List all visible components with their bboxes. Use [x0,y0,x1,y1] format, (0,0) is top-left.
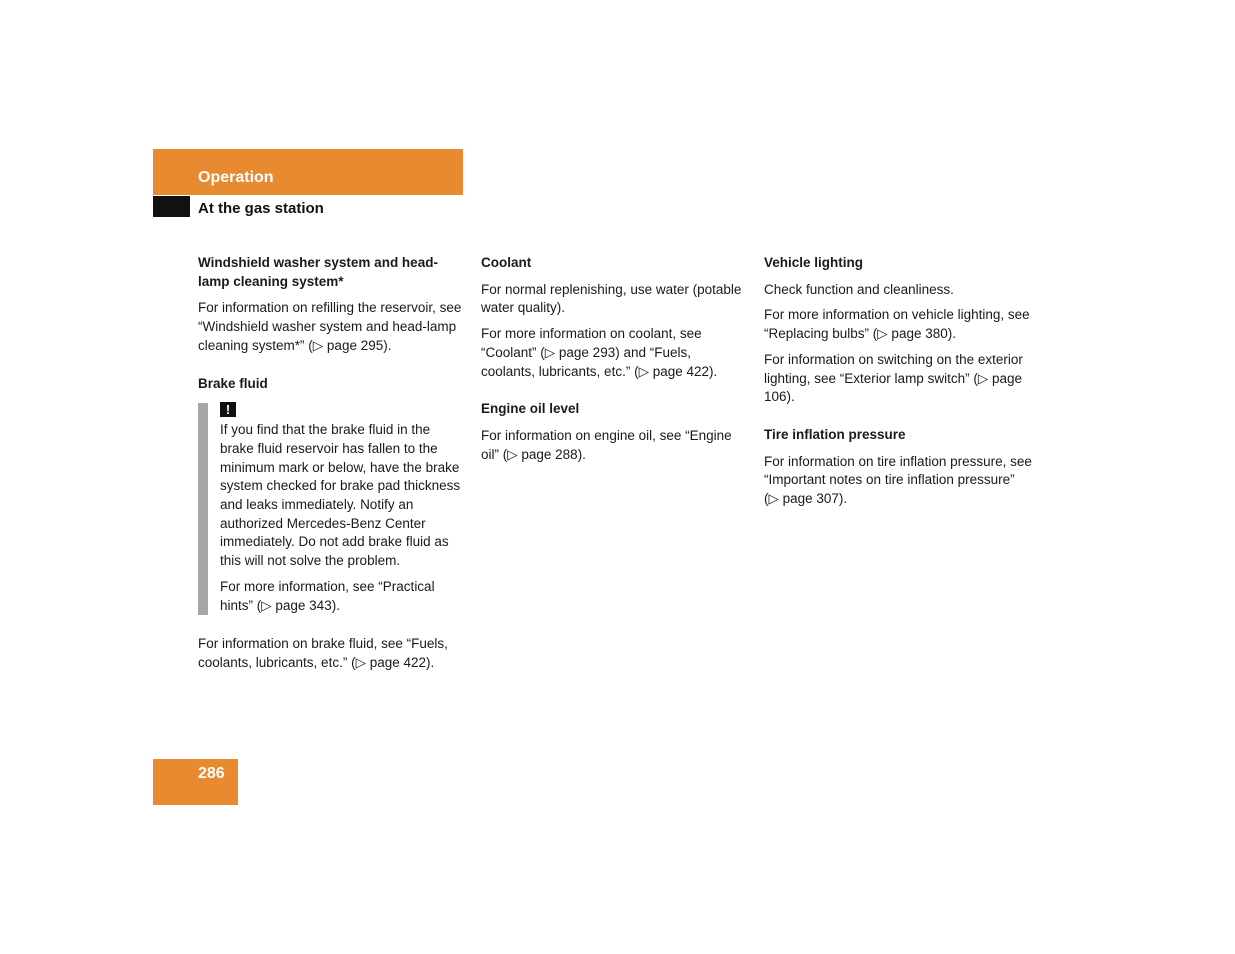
warning-bar [198,403,208,615]
paragraph: For information on brake fluid, see “Fuels, coolants, lubricants, etc.” (▷ page 422). [198,636,448,670]
column-1 [198,254,464,680]
page-number-tab [153,759,238,805]
heading-brake-fluid: Brake fluid [198,375,268,391]
page-number: 286 [198,765,225,782]
paragraph: For information on tire inflation pressure, see “Important notes on tire inflation pressure” (▷ page 307). [764,453,1032,507]
section-title: Operation [198,169,274,186]
warning-paragraph: If you find that the brake fluid in the brake fluid reservoir has fallen to the minimum mark or below, have the brake system checked for brake pad thickness and leaks immediately. Notify an authorized Mercedes-Benz Center immediately. Do not add brake fluid as this will not solve the problem. [220,422,461,569]
paragraph: For information on engine oil, see “Engine oil” (▷ page 288). [481,427,732,462]
column-3 [764,254,1032,516]
paragraph: For more information on coolant, see “Coolant” (▷ page 293) and “Fuels, coolants, lubricants, etc.” (▷ page 422). [481,326,718,379]
subsection-title: At the gas station [198,200,324,217]
paragraph: For information on switching on the exterior lighting, see “Exterior lamp switch” (▷ page 106). [764,351,1023,405]
column-2 [481,254,746,471]
heading-vehicle-lighting: Vehicle lighting [764,255,864,270]
paragraph: Check function and cleanliness. [764,281,954,297]
heading-engine-oil: Engine oil level [481,401,580,417]
heading-tire-pressure: Tire inflation pressure [764,426,906,442]
heading-windshield-washer: Windshield washer system and head-lamp cleaning system* [198,255,438,289]
heading-coolant: Coolant [481,255,532,270]
paragraph: For normal replenishing, use water (potable water quality). [481,281,742,316]
warning-box [198,401,464,615]
paragraph: For information on refilling the reservoir, see “Windshield washer system and head-lamp cleaning system*” (▷ page 295). [198,300,462,353]
warning-paragraph: For more information, see “Practical hints” (▷ page 343). [220,578,435,613]
paragraph: For more information on vehicle lighting, see “Replacing bulbs” (▷ page 380). [764,307,1030,342]
section-marker [153,196,190,217]
exclamation-icon: ! [220,402,236,417]
